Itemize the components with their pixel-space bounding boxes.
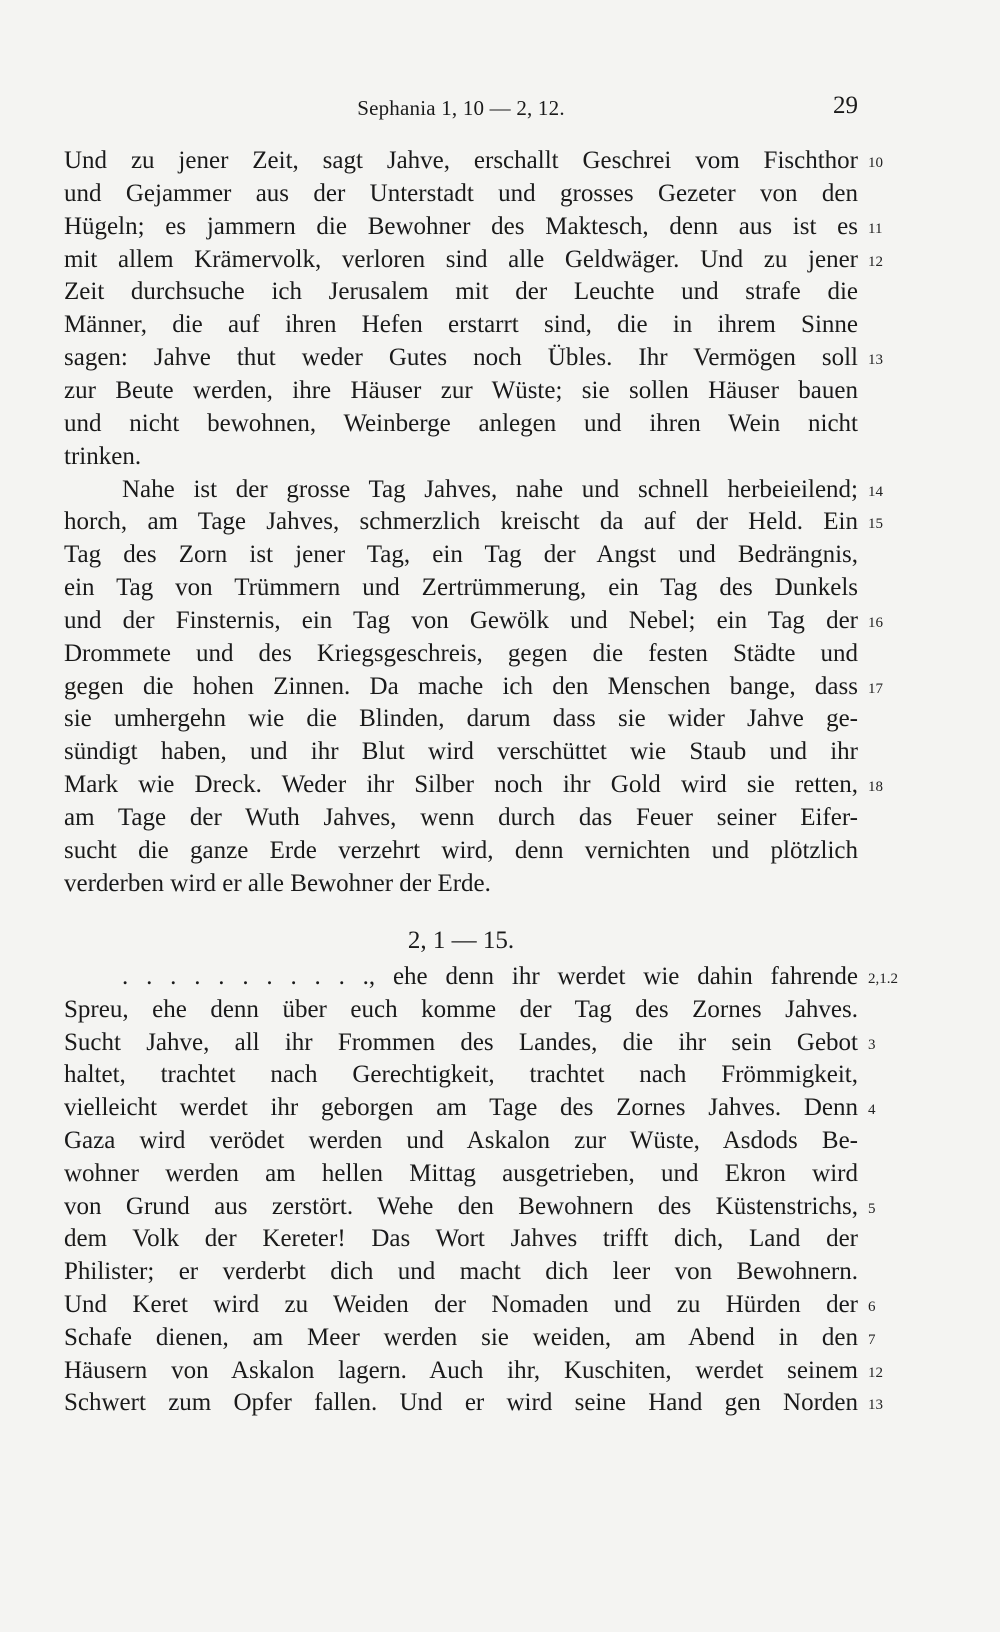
line-text: am Tage der Wuth Jahves, wenn durch das Feuer seiner Eifer- [64, 804, 858, 831]
text-line [64, 604, 858, 638]
line-text: Schafe dienen, am Meer werden sie weiden, am Abend in den [64, 1323, 858, 1351]
line-text: sündigt haben, und ihr Blut wird verschüttet wie Staub und ihr [64, 738, 858, 766]
text-line [64, 538, 858, 572]
line-text: Sucht Jahve, all ihr Frommen des Landes, die ihr sein Gebot [64, 1028, 858, 1056]
verse-number: 13 [868, 1397, 883, 1414]
verse-number: 6 [868, 1299, 876, 1315]
line-text: von Grund aus zerstört. Wehe den Bewohnern des Küstenstrichs, [64, 1192, 858, 1220]
text-line [64, 993, 858, 1027]
verse-number: 18 [868, 779, 883, 796]
line-text: Gaza wird verödet werden und Askalon zur Wüste, Asdods Be- [64, 1127, 858, 1154]
text-line [64, 1386, 858, 1420]
line-text: zur Beute werden, ihre Häuser zur Wüste; sie sollen Häuser bauen [64, 376, 858, 404]
line-text: haltet, trachtet nach Gerechtigkeit, trachtet nach Frömmigkeit, [64, 1061, 858, 1089]
text-line [64, 571, 858, 605]
verse-number: 14 [868, 483, 883, 500]
line-text: und der Finsternis, ein Tag von Gewölk und Nebel; ein Tag der [64, 606, 858, 634]
line-text: Tag des Zorn ist jener Tag, ein Tag der Angst und Bedrängnis, [64, 541, 858, 569]
text-line [64, 341, 858, 375]
verse-number: 12 [868, 1364, 883, 1381]
line-text: mit allem Krämervolk, verloren sind alle Geldwäger. Und zu jener [64, 245, 858, 273]
text-line [64, 1124, 858, 1158]
text-line [64, 637, 858, 671]
text-line [64, 407, 858, 441]
text-line [64, 1157, 858, 1191]
text-line [64, 1026, 858, 1060]
text-line [64, 374, 858, 408]
text-line [64, 1190, 858, 1224]
text-line [64, 960, 858, 994]
line-text: und nicht bewohnen, Weinberge anlegen und ihren Wein nicht [64, 409, 858, 437]
verse-number: 10 [868, 155, 883, 171]
line-text: verderben wird er alle Bewohner der Erde. [64, 869, 491, 897]
text-line [64, 473, 858, 507]
line-text: und Gejammer aus der Unterstadt und grosses Gezeter von den [64, 179, 858, 207]
line-text: gegen die hohen Zinnen. Da mache ich den Menschen bange, dass [64, 672, 858, 700]
text-line [64, 834, 858, 868]
text-line [64, 210, 858, 244]
line-text: Mark wie Dreck. Weder ihr Silber noch ihr Gold wird sie retten, [64, 771, 858, 799]
text-line [64, 144, 858, 178]
line-text: Männer, die auf ihren Hefen erstarrt sind, die in ihrem Sinne [64, 311, 858, 339]
text-line [64, 440, 858, 474]
text-line [64, 1058, 858, 1092]
text-line [64, 768, 858, 802]
text-line [64, 1091, 858, 1125]
line-text: Hügeln; es jammern die Bewohner des Maktesch, denn aus ist es [64, 212, 858, 240]
text-line [64, 702, 858, 736]
verse-number: 2,1.2 [868, 971, 898, 987]
text-line [64, 735, 858, 769]
verse-number: 4 [868, 1102, 876, 1119]
verse-number: 7 [868, 1331, 876, 1348]
section-heading: 2, 1 — 15. [407, 927, 515, 954]
line-text: trinken. [64, 442, 142, 470]
text-line [64, 1321, 858, 1355]
line-text: Häusern von Askalon lagern. Auch ihr, Kuschiten, werdet seinem [64, 1356, 858, 1384]
line-text: Drommete und des Kriegsgeschreis, gegen die festen Städte und [64, 639, 858, 667]
line-text: . . . . . . . . . . ., ehe denn ihr werdet wie dahin fahrende [122, 963, 858, 990]
line-text: Und zu jener Zeit, sagt Jahve, erschallt Geschrei vom Fischthor [64, 147, 858, 174]
text-line [64, 308, 858, 342]
text-line [64, 670, 858, 704]
line-text: sie umhergehn wie die Blinden, darum dass sie wider Jahve ge- [64, 705, 858, 733]
text-line [64, 243, 858, 277]
line-text: Und Keret wird zu Weiden der Nomaden und zu Hürden der [64, 1291, 858, 1318]
line-text: horch, am Tage Jahves, schmerzlich kreischt da auf der Held. Ein [64, 508, 858, 536]
page-header [64, 92, 858, 126]
line-text: wohner werden am hellen Mittag ausgetrieben, und Ekron wird [64, 1159, 858, 1187]
verse-number: 17 [868, 680, 883, 697]
line-text: ein Tag von Trümmern und Zertrümmerung, ein Tag des Dunkels [64, 574, 858, 602]
line-text: Spreu, ehe denn über euch komme der Tag des Zornes Jahves. [64, 995, 858, 1023]
running-title: Sephania 1, 10 — 2, 12. [357, 96, 565, 120]
verse-number: 15 [868, 516, 883, 533]
line-text: sagen: Jahve thut weder Gutes noch Übles. Ihr Vermögen soll [64, 344, 858, 372]
verse-number: 11 [868, 220, 883, 237]
line-text: vielleicht werdet ihr geborgen am Tage des Zornes Jahves. Denn [64, 1094, 858, 1122]
verse-number: 16 [868, 614, 883, 631]
text-line [64, 801, 858, 835]
line-text: Nahe ist der grosse Tag Jahves, nahe und schnell herbeieilend; [122, 475, 858, 503]
text-line [64, 177, 858, 211]
line-text: Zeit durchsuche ich Jerusalem mit der Leuchte und strafe die [64, 278, 858, 306]
text-line [64, 1222, 858, 1256]
text-line [64, 1288, 858, 1322]
text-line [64, 1255, 858, 1289]
line-text: sucht die ganze Erde verzehrt wird, denn vernichten und plötzlich [64, 836, 858, 864]
verse-number: 12 [868, 253, 883, 270]
text-line [64, 1354, 858, 1388]
line-text: dem Volk der Kereter! Das Wort Jahves trifft dich, Land der [64, 1225, 858, 1253]
verse-number: 13 [868, 352, 883, 369]
verse-number: 3 [868, 1036, 876, 1053]
text-line [64, 275, 858, 309]
line-text: Philister; er verderbt dich und macht dich leer von Bewohnern. [64, 1258, 858, 1286]
text-line [64, 867, 858, 901]
line-text: Schwert zum Opfer fallen. Und er wird seine Hand gen Norden [64, 1389, 858, 1417]
verse-number: 5 [868, 1200, 876, 1217]
text-line [64, 505, 858, 539]
page-number: 29 [833, 92, 858, 119]
